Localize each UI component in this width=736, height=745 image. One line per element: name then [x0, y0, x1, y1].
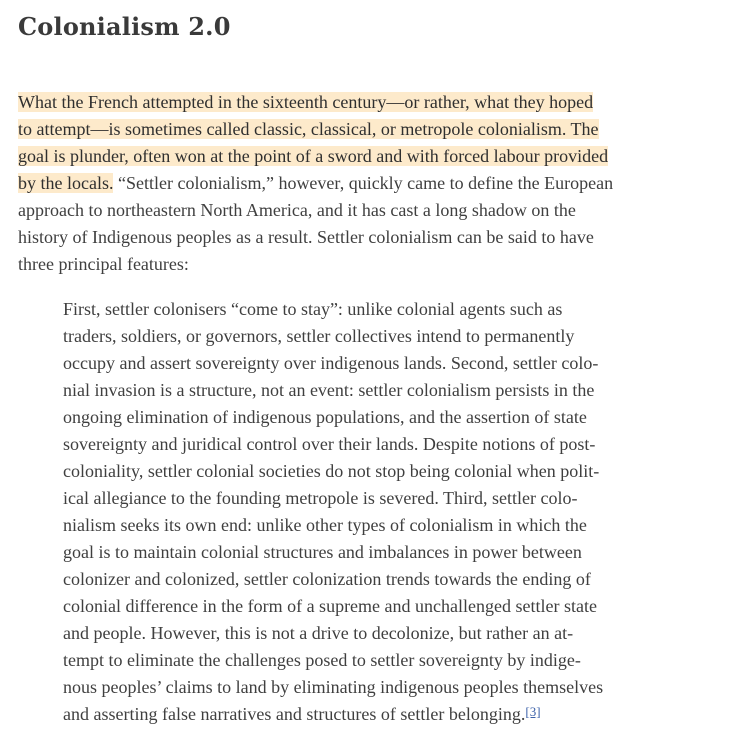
quote-line: occupy and assert sovereignty over indigenous lands. Second, settler colo- — [63, 353, 599, 373]
quote-line: ongoing elimination of indigenous populations, and the assertion of state — [63, 407, 587, 427]
intro-text: “Settler colonialism,” however, quickly came to define the European — [113, 173, 614, 193]
quote-line: traders, soldiers, or governors, settler collectives intend to permanently — [63, 326, 575, 346]
intro-line — [18, 116, 718, 143]
intro-line — [18, 170, 718, 197]
intro-line — [18, 143, 718, 170]
section-title: Colonialism 2.0 — [18, 12, 231, 41]
intro-line: approach to northeastern North America, and it has cast a long shadow on the — [18, 200, 576, 220]
intro-line: history of Indigenous peoples as a result. Settler colonialism can be said to have — [18, 227, 594, 247]
highlighted-text[interactable]: goal is plunder, often won at the point of a sword and with forced labour provided — [18, 146, 609, 166]
highlighted-text[interactable]: What the French attempted in the sixteenth century—or rather, what they hoped — [18, 92, 594, 112]
quote-line: sovereignty and juridical control over their lands. Despite notions of post- — [63, 434, 596, 454]
block-quote — [63, 296, 723, 728]
quote-line: tempt to eliminate the challenges posed to settler sovereignty by indige- — [63, 650, 581, 670]
quote-line: colonizer and colonized, settler colonization trends towards the ending of — [63, 569, 591, 589]
quote-line: First, settler colonisers “come to stay”: unlike colonial agents such as — [63, 299, 563, 319]
footnote-link[interactable]: [3] — [525, 704, 541, 719]
quote-line: nial invasion is a structure, not an event: settler colonialism persists in the — [63, 380, 595, 400]
quote-line: colonial difference in the form of a supreme and unchallenged settler state — [63, 596, 597, 616]
quote-line: ical allegiance to the founding metropole is severed. Third, settler colo- — [63, 488, 578, 508]
quote-line: nialism seeks its own end: unlike other types of colonialism in which the — [63, 515, 587, 535]
intro-line — [18, 89, 718, 116]
quote-line: coloniality, settler colonial societies do not stop being colonial when polit- — [63, 461, 600, 481]
highlighted-text[interactable]: by the locals. — [18, 173, 114, 193]
quote-last-text: and asserting false narratives and structures of settler belonging. — [63, 704, 526, 724]
intro-paragraph — [18, 89, 718, 278]
quote-line — [63, 701, 723, 728]
quote-line: nous peoples’ claims to land by eliminating indigenous peoples themselves — [63, 677, 604, 697]
highlighted-text[interactable]: to attempt—is sometimes called classic, classical, or metropole colonialism. The — [18, 119, 599, 139]
quote-line: and people. However, this is not a drive to decolonize, but rather an at- — [63, 623, 574, 643]
quote-line: goal is to maintain colonial structures and imbalances in power between — [63, 542, 582, 562]
intro-line: three principal features: — [18, 254, 189, 274]
